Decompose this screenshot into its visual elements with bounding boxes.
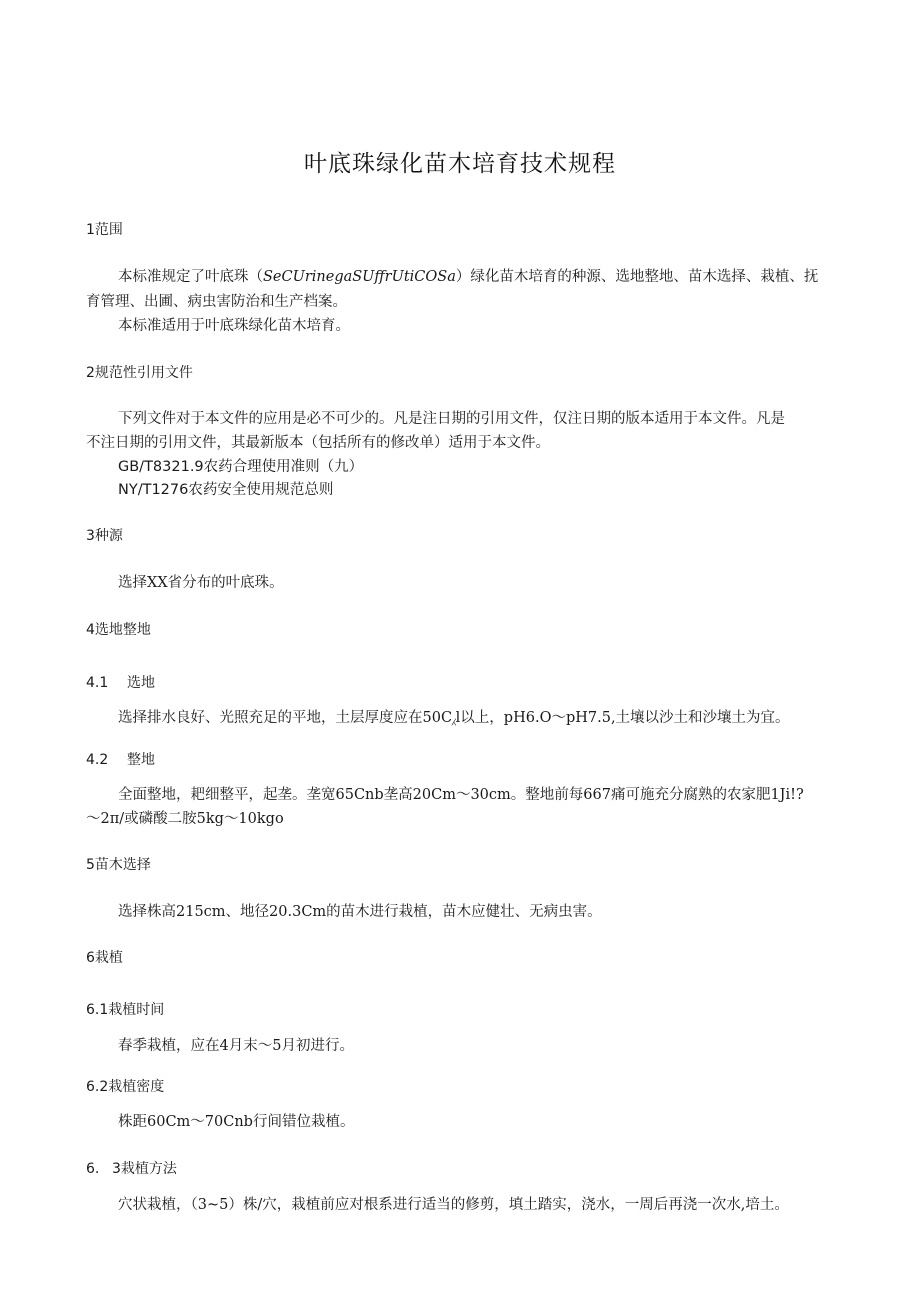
document-title: 叶底珠绿化苗木培育技术规程 — [304, 151, 616, 177]
section-6-2-paragraph: 株距60Cm～70Cnb行间错位栽植。 — [118, 1114, 355, 1130]
section-2-heading: 2规范性引用文件 — [86, 365, 193, 381]
section-5-heading: 5苗木选择 — [86, 857, 151, 873]
section-number: 4.2 — [86, 752, 109, 768]
section-5-paragraph: 选择株高215cm、地径20.3Cm的苗木进行栽植，苗木应健壮、无病虫害。 — [118, 904, 602, 920]
section-4-heading: 4选地整地 — [86, 622, 151, 638]
section-6-3-heading — [86, 1159, 177, 1179]
section-title: 整地 — [127, 752, 155, 768]
section-1-heading: 1范围 — [86, 222, 123, 238]
section-6-heading: 6栽植 — [86, 950, 123, 966]
section-6-1-heading: 6.1栽植时间 — [86, 1002, 165, 1018]
section-4-1-heading — [86, 673, 155, 693]
section-6-1-paragraph: 春季栽植，应在4月末～5月初进行。 — [118, 1038, 354, 1054]
section-4-2-paragraph-line-1: 全面整地，耙细整平，起垄。垄宽65Cnb垄高20Cm～30cm。整地前每667痛可施充分腐熟的农家肥1Ji!? — [118, 787, 804, 803]
section-number: 4.1 — [86, 675, 109, 691]
section-2-paragraph-line-1: 下列文件对于本文件的应用是必不可少的。凡是注日期的引用文件，仅注日期的版本适用于本文件。凡是 — [118, 411, 785, 427]
section-4-2-paragraph-line-2: ～2π/或磷酸二胺5kg～10kgo — [86, 811, 284, 827]
section-3-paragraph: 选择XX省分布的叶底珠。 — [118, 575, 284, 591]
section-4-1-paragraph: 选择排水良好、光照充足的平地，土层厚度应在50C⁁l以上，pH6.O～pH7.5,土壤以沙土和沙壤土为宜。 — [118, 710, 790, 726]
section-title: 3栽植方法 — [112, 1161, 177, 1177]
reference-1: GB/T8321.9农药合理使用准则（九） — [118, 459, 364, 475]
section-1-paragraph-2: 本标准适用于叶底珠绿化苗木培育。 — [118, 318, 350, 334]
section-1-paragraph-1-line-2: 育管理、出圃、病虫害防治和生产档案。 — [86, 294, 347, 310]
section-1-paragraph-1-line-1 — [118, 267, 818, 287]
section-number: 6. — [86, 1161, 100, 1177]
section-6-2-heading: 6.2栽植密度 — [86, 1079, 165, 1095]
paragraph-text: ）绿化苗木培育的种源、选地整地、苗木选择、栽植、抚 — [455, 269, 819, 285]
section-2-paragraph-line-2: 不注日期的引用文件，其最新版本（包括所有的修改单）适用于本文件。 — [86, 435, 550, 451]
section-3-heading: 3种源 — [86, 528, 123, 544]
section-4-2-heading — [86, 750, 155, 770]
section-6-3-paragraph: 穴状栽植，（3~5）株/穴，栽植前应对根系进行适当的修剪，填土踏实，浇水，一周后再浇一次水,培土。 — [118, 1197, 789, 1213]
latin-species-name: SeCUrinegaSUffrUtiCOSa — [263, 269, 456, 285]
reference-2: NY/T1276农药安全使用规范总则 — [118, 482, 334, 498]
section-title: 选地 — [127, 675, 155, 691]
paragraph-text: 本标准规定了叶底珠（ — [118, 269, 263, 285]
